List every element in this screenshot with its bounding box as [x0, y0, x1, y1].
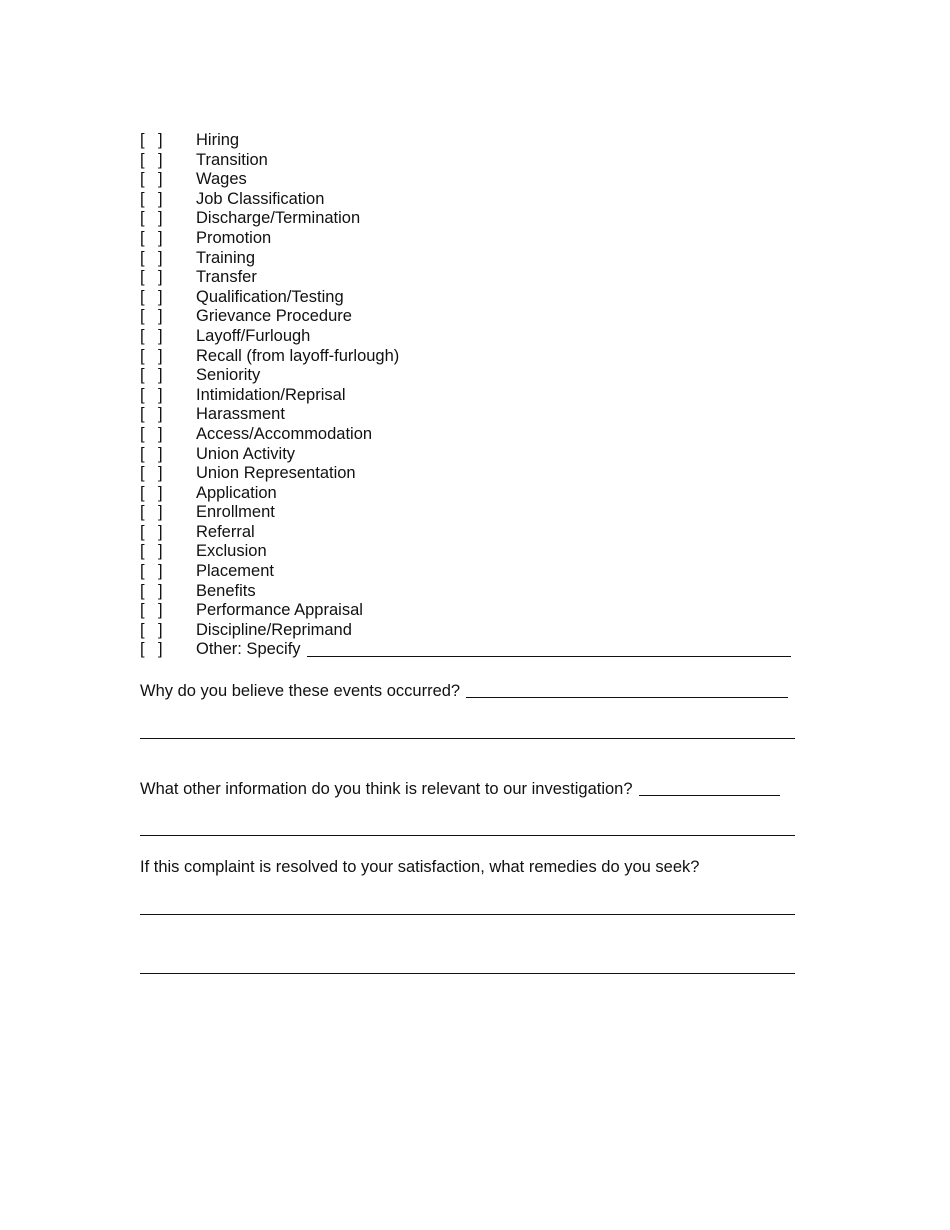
checklist-item-access-accommodation[interactable]	[140, 425, 840, 445]
checklist-label: Union Activity	[196, 444, 296, 463]
checklist-item-enrollment[interactable]	[140, 503, 840, 523]
checkbox-left-bracket: [	[140, 131, 145, 149]
checklist-label: Enrollment	[196, 503, 275, 522]
checklist-label: Wages	[196, 170, 247, 189]
checkbox-left-bracket: [	[140, 209, 145, 228]
checklist-item-benefits[interactable]	[140, 582, 840, 602]
checkbox-left-bracket: [	[140, 581, 145, 600]
other-specify-field[interactable]	[307, 642, 791, 657]
checklist-label: Transition	[196, 150, 268, 169]
checkbox-left-bracket: [	[140, 620, 145, 639]
checkbox-left-bracket: [	[140, 562, 145, 581]
checklist-label: Referral	[196, 522, 255, 541]
checkbox-right-bracket: ]	[158, 366, 163, 385]
checklist-item-exclusion[interactable]	[140, 542, 840, 562]
checkbox-right-bracket: ]	[158, 581, 163, 600]
checkbox-left-bracket: [	[140, 326, 145, 345]
checklist-item-qualification-testing[interactable]	[140, 288, 840, 308]
checkbox-left-bracket: [	[140, 464, 145, 483]
checkbox-right-bracket: ]	[158, 542, 163, 561]
answer-remedies-line-2[interactable]	[140, 973, 795, 974]
checklist-label: Layoff/Furlough	[196, 326, 311, 345]
answer-other-info-line[interactable]	[140, 835, 795, 836]
checklist-label: Discipline/Reprimand	[196, 620, 352, 639]
checkbox-right-bracket: ]	[158, 248, 163, 267]
checkbox-left-bracket: [	[140, 366, 145, 385]
checklist-item-other[interactable]	[140, 640, 840, 660]
checklist-item-performance-appraisal[interactable]	[140, 601, 840, 621]
checklist-item-transition[interactable]	[140, 151, 840, 171]
checkbox-right-bracket: ]	[158, 640, 163, 659]
checkbox-left-bracket: [	[140, 150, 145, 169]
checklist-label: Exclusion	[196, 542, 267, 561]
checklist-label: Job Classification	[196, 189, 325, 208]
checklist-label: Grievance Procedure	[196, 307, 352, 326]
checklist-label: Benefits	[196, 581, 256, 600]
checkbox-right-bracket: ]	[158, 503, 163, 522]
checkbox-right-bracket: ]	[158, 405, 163, 424]
checkbox-right-bracket: ]	[158, 131, 163, 149]
checklist-label: Seniority	[196, 366, 261, 385]
checklist-label: Training	[196, 248, 255, 267]
checklist-item-layoff-furlough[interactable]	[140, 327, 840, 347]
checkbox-left-bracket: [	[140, 640, 145, 659]
checkbox-right-bracket: ]	[158, 307, 163, 326]
checklist-item-application[interactable]	[140, 484, 840, 504]
checkbox-left-bracket: [	[140, 307, 145, 326]
checkbox-left-bracket: [	[140, 522, 145, 541]
checklist-label: Promotion	[196, 228, 272, 247]
checkbox-right-bracket: ]	[158, 209, 163, 228]
checklist-item-transfer[interactable]	[140, 268, 840, 288]
checkbox-left-bracket: [	[140, 444, 145, 463]
answer-why-line[interactable]	[140, 738, 795, 739]
checklist-item-job-classification[interactable]	[140, 190, 840, 210]
checklist-label: Intimidation/Reprisal	[196, 385, 346, 404]
checkbox-left-bracket: [	[140, 268, 145, 287]
checklist-label: Union Representation	[196, 464, 356, 483]
checklist-label: Placement	[196, 562, 274, 581]
checkbox-left-bracket: [	[140, 346, 145, 365]
checkbox-right-bracket: ]	[158, 189, 163, 208]
checklist-item-union-activity[interactable]	[140, 445, 840, 465]
checklist-label: Transfer	[196, 268, 257, 287]
checkbox-right-bracket: ]	[158, 562, 163, 581]
checkbox-right-bracket: ]	[158, 385, 163, 404]
checklist-label: Other: Specify	[196, 640, 301, 659]
question-remedies-text: If this complaint is resolved to your satisfaction, what remedies do you seek?	[140, 858, 700, 876]
question-why-text: Why do you believe these events occurred?	[140, 682, 461, 700]
checkbox-right-bracket: ]	[158, 601, 163, 620]
checkbox-left-bracket: [	[140, 248, 145, 267]
issue-checklist	[140, 131, 840, 660]
checklist-label: Recall (from layoff-furlough)	[196, 346, 400, 365]
checklist-item-referral[interactable]	[140, 523, 840, 543]
checkbox-right-bracket: ]	[158, 170, 163, 189]
answer-why-inline-field[interactable]	[466, 683, 788, 698]
checkbox-right-bracket: ]	[158, 522, 163, 541]
checkbox-left-bracket: [	[140, 503, 145, 522]
checklist-label: Application	[196, 483, 277, 502]
checklist-label: Hiring	[196, 131, 240, 149]
checklist-label: Access/Accommodation	[196, 424, 373, 443]
checkbox-left-bracket: [	[140, 405, 145, 424]
checklist-item-hiring[interactable]	[140, 131, 840, 151]
checkbox-right-bracket: ]	[158, 424, 163, 443]
checkbox-left-bracket: [	[140, 601, 145, 620]
checklist-item-seniority[interactable]	[140, 366, 840, 386]
checklist-item-union-representation[interactable]	[140, 464, 840, 484]
checkbox-right-bracket: ]	[158, 268, 163, 287]
checkbox-left-bracket: [	[140, 228, 145, 247]
question-remedies	[140, 857, 699, 877]
question-other-info-text: What other information do you think is relevant to our investigation?	[140, 780, 633, 798]
checklist-item-wages[interactable]	[140, 170, 840, 190]
checklist-item-training[interactable]	[140, 249, 840, 269]
checkbox-left-bracket: [	[140, 170, 145, 189]
checklist-item-recall[interactable]	[140, 347, 840, 367]
answer-other-info-inline-field[interactable]	[639, 781, 780, 796]
checkbox-right-bracket: ]	[158, 287, 163, 306]
checkbox-left-bracket: [	[140, 424, 145, 443]
question-other-info	[140, 779, 780, 799]
checkbox-right-bracket: ]	[158, 346, 163, 365]
checklist-item-placement[interactable]	[140, 562, 840, 582]
checklist-label: Discharge/Termination	[196, 209, 361, 228]
checkbox-right-bracket: ]	[158, 464, 163, 483]
checkbox-right-bracket: ]	[158, 228, 163, 247]
checklist-item-harassment[interactable]	[140, 405, 840, 425]
checklist-label: Qualification/Testing	[196, 287, 344, 306]
checkbox-right-bracket: ]	[158, 150, 163, 169]
checklist-item-promotion[interactable]	[140, 229, 840, 249]
checklist-label: Harassment	[196, 405, 285, 424]
checkbox-right-bracket: ]	[158, 620, 163, 639]
checklist-item-intimidation-reprisal[interactable]	[140, 386, 840, 406]
checklist-item-discipline-reprimand[interactable]	[140, 621, 840, 641]
checkbox-left-bracket: [	[140, 189, 145, 208]
checkbox-left-bracket: [	[140, 287, 145, 306]
checkbox-right-bracket: ]	[158, 483, 163, 502]
checklist-item-discharge-termination[interactable]	[140, 209, 840, 229]
checklist-label: Performance Appraisal	[196, 601, 363, 620]
checkbox-right-bracket: ]	[158, 444, 163, 463]
checkbox-left-bracket: [	[140, 542, 145, 561]
checklist-item-grievance-procedure[interactable]	[140, 307, 840, 327]
answer-remedies-line-1[interactable]	[140, 914, 795, 915]
checkbox-left-bracket: [	[140, 385, 145, 404]
checkbox-right-bracket: ]	[158, 326, 163, 345]
checkbox-left-bracket: [	[140, 483, 145, 502]
checklist-other-label-wrap	[196, 640, 791, 660]
question-why	[140, 681, 788, 701]
